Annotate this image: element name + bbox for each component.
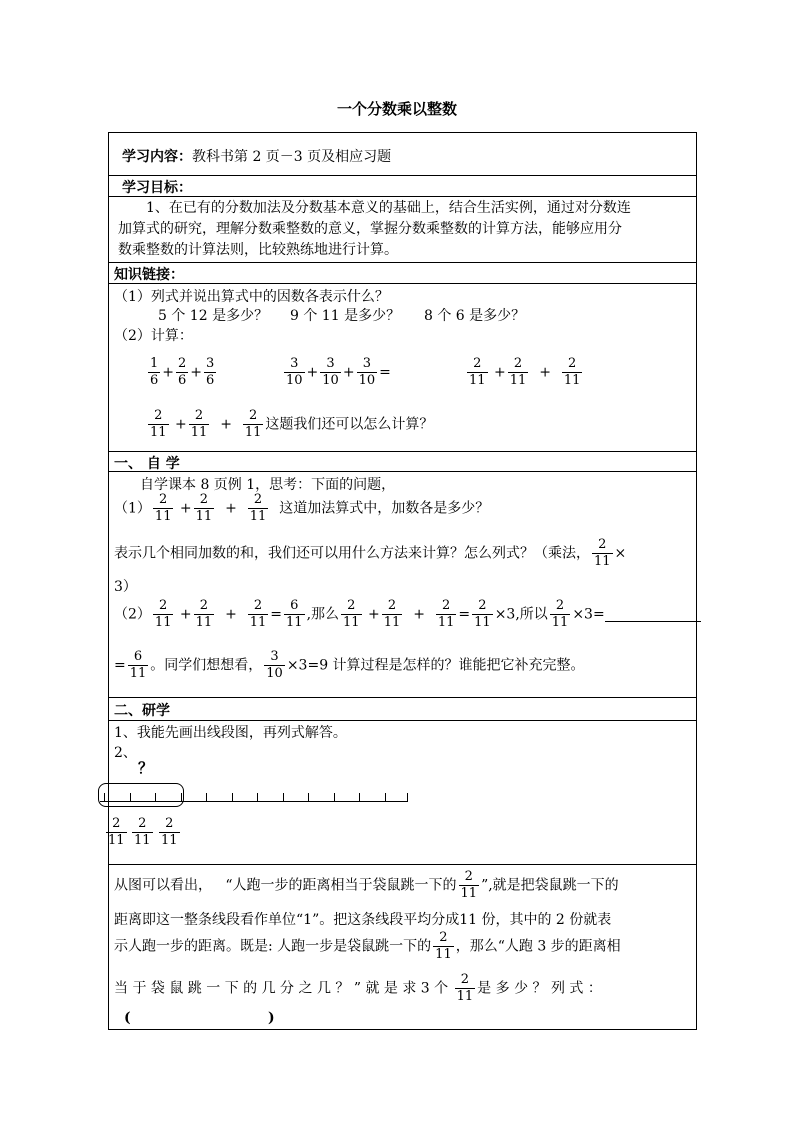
segment-line — [100, 801, 408, 802]
fraction: $\frac{2}{11}$ — [249, 598, 267, 630]
expr-sixths: $\frac{1}{6}$ + $\frac{2}{6}$ + $\frac{3}{6}$ — [150, 356, 215, 388]
fraction: $\frac{2}{11}$ — [108, 816, 125, 848]
tick-mark — [181, 793, 182, 801]
study-label: 二、研学 — [114, 703, 170, 719]
explain-l3: 示人跑一步的距离。既是: 人跑一步是袋鼠跳一下的 $\frac{2}{11}$ ，那么“人跑 3 步的距离相 — [114, 930, 621, 962]
fraction: $\frac{6}{11}$ — [129, 649, 147, 681]
tick-mark — [232, 793, 233, 801]
fraction: $\frac{2}{11}$ — [134, 816, 151, 848]
row-divider — [108, 175, 697, 176]
tick-mark — [104, 793, 105, 801]
self-p2: （2） $\frac{2}{11}$ + $\frac{2}{11}$ + $\frac{2}{11}$ = $\frac{6}{11}$ ,那么 $\frac{2}{11}$ + $\frac{2}{11}$ + $\frac{2}{11}$ = $\frac{2}{11}$ ×3,所以 $\frac{2}{11}$ ×3= — [114, 598, 701, 631]
fraction: $\frac{2}{11}$ — [244, 408, 262, 440]
fraction: $\frac{3}{10}$ — [266, 649, 283, 681]
goals-line: 1、在已有的分数加法及分数基本意义的基础上，结合生活实例，通过对分数连 — [146, 200, 631, 216]
row-divider — [108, 471, 697, 472]
goals-line: 加算式的研究，理解分数乘整数的意义，掌握分数乘整数的计算方法，能够应用分 — [118, 221, 622, 237]
tick-mark — [385, 793, 386, 801]
link-q1a: 5 个 12 是多少？ — [158, 308, 269, 324]
expr-elevenths-ask: $\frac{2}{11}$ + $\frac{2}{11}$ + $\frac{2}{11}$ 这题我们还可以怎么计算？ — [150, 408, 434, 440]
fraction: $\frac{2}{11}$ — [460, 869, 478, 901]
segment-label — [130, 816, 155, 849]
fraction: $\frac{2}{11}$ — [456, 972, 474, 1004]
explain-l2: 距离即这一整条线段看作单位“1”。把这条线段平均分成11 份，其中的 2 份就表 — [114, 912, 612, 928]
segment-label — [157, 816, 182, 849]
tick-mark — [359, 793, 360, 801]
fraction: $\frac{2}{11}$ — [195, 598, 213, 630]
page-title: 一个分数乘以整数 — [336, 100, 457, 118]
self-intro: 自学课本 8 页例 1，思考：下面的问题， — [140, 477, 396, 493]
fraction: $\frac{2}{11}$ — [343, 598, 360, 630]
answer-field[interactable] — [136, 1010, 266, 1026]
fraction: $\frac{3}{10}$ — [322, 356, 339, 388]
fraction: $\frac{2}{11}$ — [563, 356, 581, 388]
fraction: $\frac{2}{11}$ — [161, 816, 178, 848]
row-divider — [108, 864, 697, 865]
fraction: $\frac{2}{11}$ — [249, 492, 267, 524]
self-label: 一、 自 学 — [114, 456, 180, 472]
content-text: 教科书第 2 页－3 页及相应习题 — [192, 149, 392, 165]
fraction: $\frac{2}{11}$ — [190, 408, 208, 440]
tick-mark — [407, 793, 408, 801]
tick-mark — [334, 793, 335, 801]
link-q2: （2）计算： — [114, 328, 193, 344]
row-divider — [108, 283, 697, 284]
row-divider — [108, 720, 697, 721]
fraction: $\frac{3}{10}$ — [358, 356, 376, 388]
fraction: $\frac{2}{11}$ — [437, 598, 455, 630]
fraction: $\frac{2}{11}$ — [195, 492, 213, 524]
fraction: $\frac{2}{11}$ — [509, 356, 527, 388]
tick-mark — [308, 793, 309, 801]
row-divider — [108, 196, 697, 197]
brace-bracket — [98, 783, 184, 807]
explain-l4: 当 于 袋 鼠 跳 一 下 的 几 分 之 几 ？ ” 就 是 求 3 个 $\frac{2}{11}$ 是 多 少 ？ 列 式 ： — [114, 972, 602, 1004]
expr-tenths: $\frac{3}{10}$ + $\frac{3}{10}$ + $\frac{3}{10}$ = — [286, 356, 391, 388]
fraction: $\frac{2}{11}$ — [383, 598, 401, 630]
content-row — [122, 146, 391, 166]
explain-l1: 从图可以看出， “人跑一步的距离相当于袋鼠跳一下的 $\frac{2}{11}$ ”,就是把袋鼠跳一下的 — [114, 869, 619, 901]
study-l1: 1、我能先画出线段图，再列式解答。 — [114, 725, 347, 741]
fraction: $\frac{2}{11}$ — [154, 598, 172, 630]
tick-mark — [206, 793, 207, 801]
link-q1: （1）列式并说出算式中的因数各表示什么？ — [114, 289, 389, 305]
fraction: $\frac{2}{11}$ — [474, 598, 491, 630]
self-p1: （1） $\frac{2}{11}$ + $\frac{2}{11}$ + $\frac{2}{11}$ 这道加法算式中，加数各是多少？ — [114, 492, 490, 524]
fraction: $\frac{3}{6}$ — [206, 356, 215, 388]
row-divider — [108, 262, 697, 263]
answer-paren-open: ( — [124, 1010, 131, 1026]
self-line: 表示几个相同加数的和，我们还可以用什么方法来计算？怎么列式？（乘法， $\frac{2}{11}$ × — [114, 537, 627, 569]
goals-label: 学习目标： — [122, 180, 192, 196]
row-divider — [108, 451, 697, 452]
study-l2: 2、 — [114, 745, 137, 761]
fraction: $\frac{2}{11}$ — [469, 356, 486, 388]
link-label: 知识链接： — [114, 267, 184, 283]
tick-mark — [283, 793, 284, 801]
answer-blank[interactable] — [605, 607, 701, 622]
fraction: $\frac{6}{11}$ — [286, 598, 303, 630]
tick-mark — [130, 793, 131, 801]
content-label: 学习内容： — [122, 149, 192, 165]
fraction: $\frac{2}{11}$ — [551, 598, 569, 630]
link-q1c: 8 个 6 是多少？ — [424, 308, 526, 324]
fraction: $\frac{2}{11}$ — [435, 930, 452, 962]
self-three: 3） — [114, 579, 137, 595]
fraction: $\frac{2}{6}$ — [178, 356, 187, 388]
fraction: $\frac{2}{11}$ — [594, 537, 611, 569]
self-p2-cont: = $\frac{6}{11}$ 。同学们想想看， $\frac{3}{10}$ ×3=9 计算过程是怎样的？谁能把它补充完整。 — [114, 649, 585, 681]
tick-mark — [155, 793, 156, 801]
goals-line: 数乘整数的计算法则，比较熟练地进行计算。 — [118, 242, 398, 258]
expr-elevenths: $\frac{2}{11}$ + $\frac{2}{11}$ + $\frac{2}{11}$ — [469, 356, 581, 388]
link-q1b: 9 个 11 是多少？ — [290, 308, 401, 324]
fraction: $\frac{3}{10}$ — [286, 356, 303, 388]
fraction: $\frac{1}{6}$ — [150, 356, 159, 388]
row-divider — [108, 697, 697, 698]
ask-text: 这题我们还可以怎么计算？ — [265, 416, 434, 433]
fraction: $\frac{2}{11}$ — [150, 408, 167, 440]
answer-paren-close: ) — [268, 1010, 275, 1026]
question-mark: ？ — [138, 759, 154, 777]
tick-mark — [257, 793, 258, 801]
segment-label — [104, 816, 129, 849]
fraction: $\frac{2}{11}$ — [154, 492, 172, 524]
